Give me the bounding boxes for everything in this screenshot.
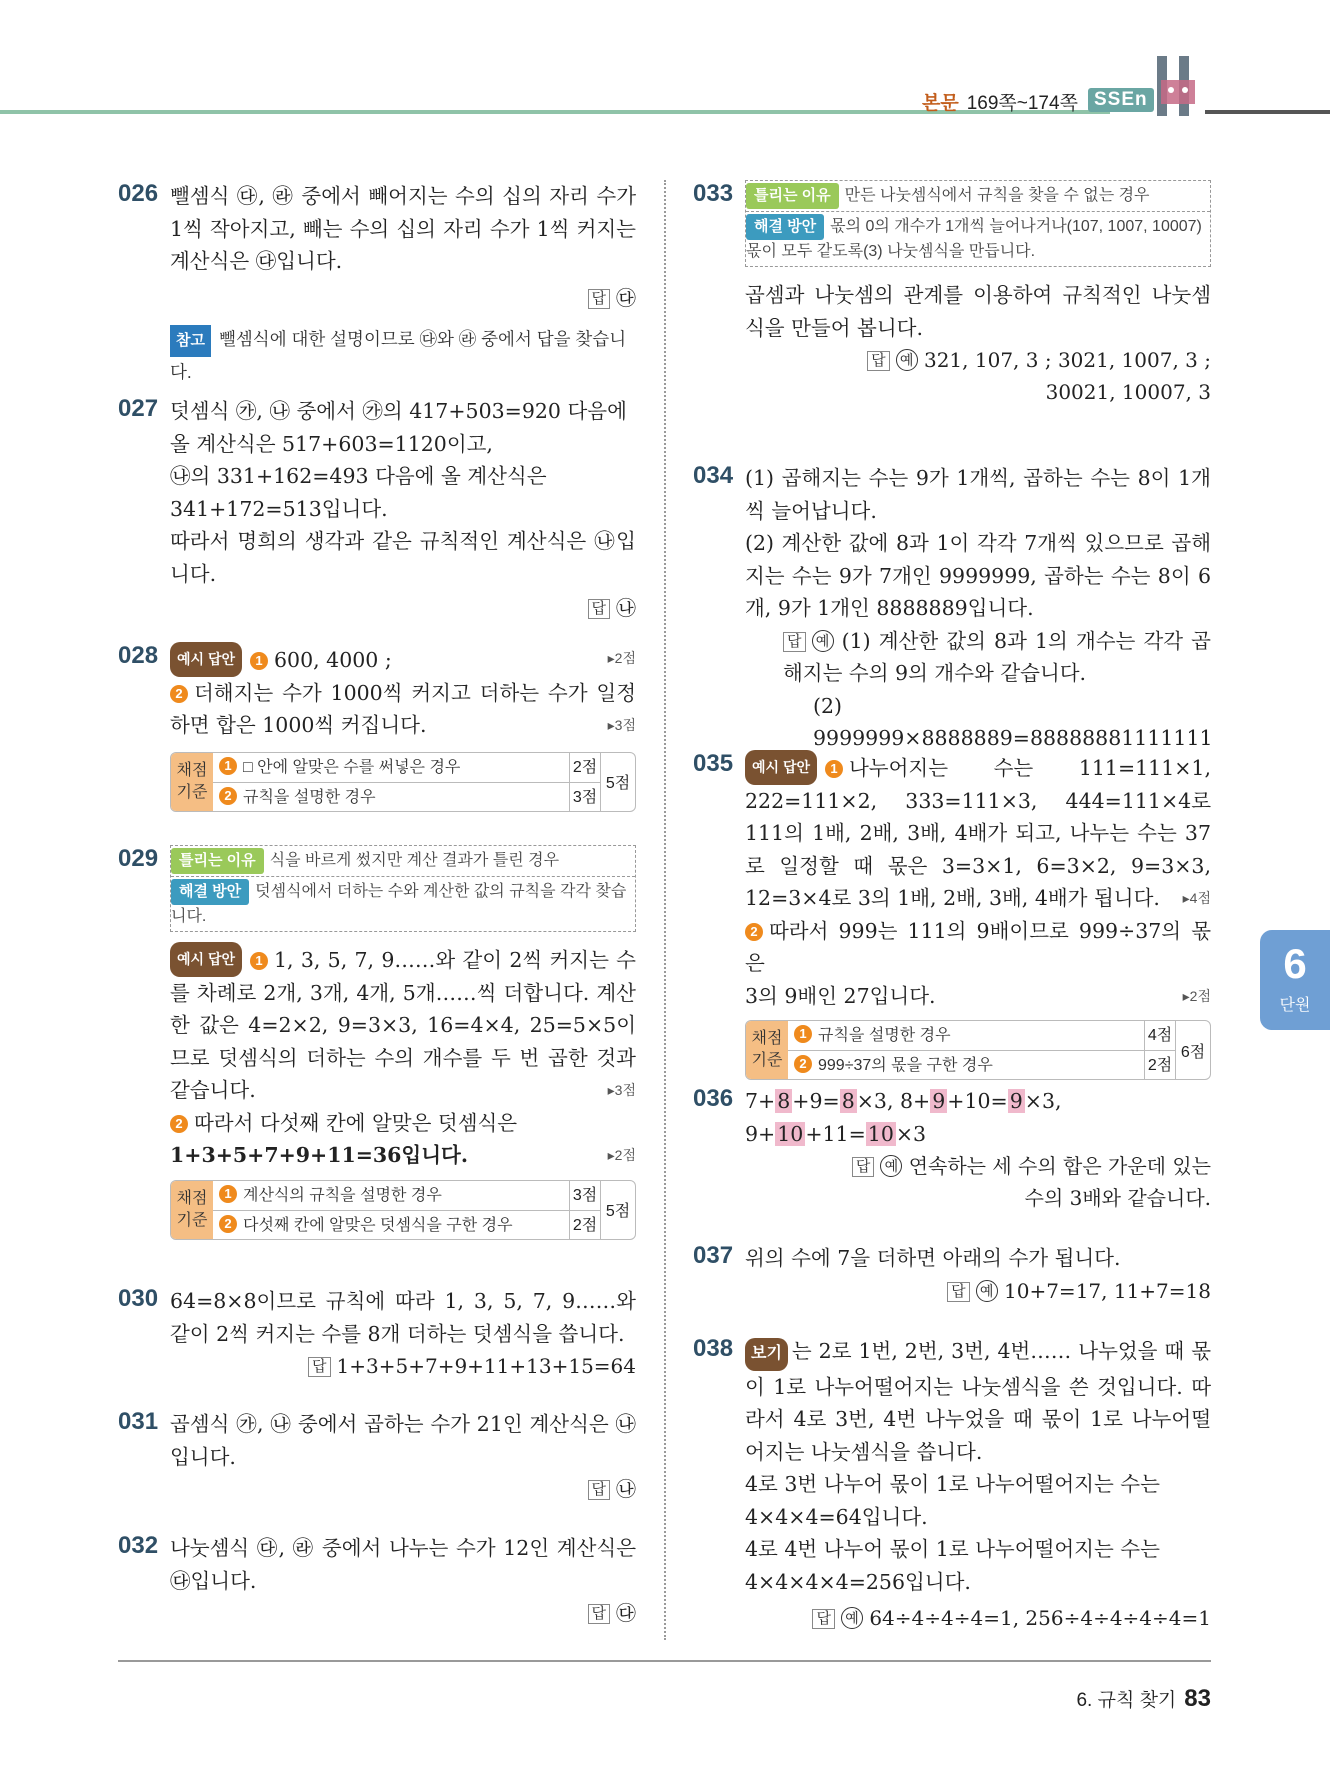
problem-text: 예시 답안 1 1, 3, 5, 7, 9……와 같이 2씩 커지는 수를 차례로 2개, 3개, 4개, 5개……씩 더합니다. 계산한 값은 4=2×2, 9=3×3, 16=4×4, 25=5×5이므로 덧셈식의 더하는 수의 개수를 두 번 곱한 것과 같습니다. ▸3점 2 따라서 다섯째 칸에 알맞은 덧셈식은 1+3+5+7+9+11=36입니다. ▸2점 xyxy=(170,942,636,1172)
answer: 답 ㉯ xyxy=(118,1473,636,1505)
problem-035 xyxy=(693,750,1211,1080)
problem-text: (1) 곱해지는 수는 9가 1개씩, 곱하는 수는 8이 1개씩 늘어납니다. (2) 계산한 값에 8과 1이 각각 7개씩 있으므로 곱해지는 수는 9가 7개인 9999999, 곱하는 수는 8이 6개, 9가 1개인 8888889입니다. xyxy=(745,466,1211,620)
problem-text: 예시 답안 1 나누어지는 수는 111=111×1, 222=111×2, 333=111×3, 444=111×4로 111의 1배, 2배, 3배, 4배가 되고, 나누는 수는 37로 일정할 때 몫은 3=3×1, 6=3×2, 9=3×3, 12=3×4로 3의 1배, 2배, 3배, 4배가 됩니다. ▸4점 2 따라서 999는 111의 9배이므로 999÷37의 몫은 3의 9배인 27입니다. ▸2점 xyxy=(745,750,1211,1012)
problem-text: 뺄셈식 ㉰, ㉱ 중에서 빼어지는 수의 십의 자리 수가 1씩 작아지고, 빼는 수의 십의 자리 수가 1씩 커지는 계산식은 ㉰입니다. xyxy=(170,184,636,273)
answer: 답 예 (1) 계산한 값의 8과 1의 개수는 각각 곱해지는 수의 9의 개수와 같습니다. xyxy=(783,628,1211,685)
answer-part-2: (2) 9999999×8888889=88888881111111 xyxy=(813,693,1213,750)
problem-text: 덧셈식 ㉮, ㉯ 중에서 ㉮의 417+503=920 다음에 올 계산식은 517+603=1120이고, ㉯의 331+162=493 다음에 올 계산식은 341+172=513입니다. 따라서 명희의 생각과 같은 규칙적인 계산식은 ㉯입니다. xyxy=(170,399,636,586)
unit-number: 6 xyxy=(1283,940,1307,987)
problem-037 xyxy=(693,1242,1211,1307)
problem-text: 예시 답안 1 600, 4000 ; ▸2점 2 더해지는 수가 1000씩 커지고 더하는 수가 일정하면 합은 1000씩 커집니다. ▸3점 xyxy=(170,642,636,742)
error-analysis-box: 틀리는 이유 식을 바르게 썼지만 계산 결과가 틀린 경우 해결 방안 덧셈식에서 더하는 수와 계산한 값의 규칙을 각각 찾습니다. xyxy=(170,845,636,932)
problem-number: 035 xyxy=(693,750,734,777)
problem-033 xyxy=(693,180,1211,408)
problem-text: 보기 는 2로 1번, 2번, 3번, 4번…… 나누었을 때 몫이 1로 나누어떨어지는 나눗셈식을 쓴 것입니다. 따라서 4로 3번, 4번 나누었을 때 몫이 1로 나누어떨어지는 나눗셈식을 씁니다. 4로 3번 나누어 몫이 1로 나누어떨어지는 수는 4×4×4=64입니다. 4로 4번 나누어 몫이 1로 나누어떨어지는 수는 4×4×4×4=256입니다. xyxy=(745,1339,1211,1594)
answer: 답 예 64÷4÷4÷4=1, 256÷4÷4÷4÷4=1 xyxy=(693,1602,1211,1634)
problem-number: 027 xyxy=(118,395,159,422)
footer-rule xyxy=(118,1660,1211,1662)
problem-number: 034 xyxy=(693,462,734,489)
problem-text: 나눗셈식 ㉰, ㉱ 중에서 나누는 수가 12인 계산식은 ㉰입니다. xyxy=(170,1536,636,1593)
unit-label: 단원 xyxy=(1279,997,1311,1014)
grading-header: 채점 기준 xyxy=(171,753,213,811)
problem-032 xyxy=(118,1532,636,1629)
grading-table: 채점 기준 1 □ 안에 알맞은 수를 써넣은 경우 2점 2 규칙을 설명한 경우 3점 5점 xyxy=(170,752,636,812)
header-page-range: 본문 169쪽~174쪽 xyxy=(922,93,1078,114)
problem-number: 038 xyxy=(693,1335,734,1362)
grading-table: 채점 기준 1 규칙을 설명한 경우 4점 2 999÷37의 몫을 구한 경우 2점 6점 xyxy=(745,1020,1211,1080)
answer: 답 1+3+5+7+9+11+13+15=64 xyxy=(118,1350,636,1382)
problem-text: 곱셈과 나눗셈의 관계를 이용하여 규칙적인 나눗셈식을 만들어 봅니다. xyxy=(745,283,1211,340)
problem-number: 028 xyxy=(118,642,159,669)
problem-030 xyxy=(118,1285,636,1382)
answer: 답 예 10+7=17, 11+7=18 xyxy=(693,1275,1211,1307)
grading-table: 채점 기준 1 계산식의 규칙을 설명한 경우 3점 2 다섯째 칸에 알맞은 덧셈식을 구한 경우 2점 5점 xyxy=(170,1180,636,1240)
example-answer-badge: 예시 답안 xyxy=(170,642,242,677)
problem-026 xyxy=(118,180,636,387)
answer: 답 예 321, 107, 3 ; 3021, 1007, 3 ; 30021, 10007, 3 xyxy=(693,344,1211,408)
problem-text: 64=8×8이므로 규칙에 따라 1, 3, 5, 7, 9……와 같이 2씩 커지는 수를 8개 더하는 덧셈식을 씁니다. xyxy=(170,1289,636,1346)
page-number: 83 xyxy=(1184,1685,1211,1712)
problem-029 xyxy=(118,845,636,1240)
chapter-title: 6. 규칙 찾기 xyxy=(1076,1690,1177,1711)
problem-number: 033 xyxy=(693,180,734,207)
page-footer xyxy=(1076,1685,1211,1713)
problem-number: 036 xyxy=(693,1085,734,1112)
problem-number: 037 xyxy=(693,1242,734,1269)
error-analysis-box: 틀리는 이유 만든 나눗셈식에서 규칙을 찾을 수 없는 경우 해결 방안 몫의 0의 개수가 1개씩 늘어나거나(107, 1007, 10007) 몫이 모두 같도록(3) 나눗셈식을 만듭니다. xyxy=(745,180,1211,267)
problem-028 xyxy=(118,642,636,812)
problem-text: 위의 수에 7을 더하면 아래의 수가 됩니다. xyxy=(745,1246,1121,1270)
problem-number: 029 xyxy=(118,845,159,872)
reference-note: 참고 뺄셈식에 대한 설명이므로 ㉰와 ㉱ 중에서 답을 찾습니다. xyxy=(170,324,636,387)
answer: 답 예 연속하는 세 수의 합은 가운데 있는 수의 3배와 같습니다. xyxy=(693,1150,1211,1214)
problem-number: 026 xyxy=(118,180,159,207)
problem-text: 7+8+9=8×3, 8+9+10=9×3, 9+10+11=10×3 xyxy=(745,1089,1062,1146)
mascot-icon xyxy=(1153,50,1205,122)
answer: 답 ㉯ xyxy=(118,592,636,624)
bogi-badge: 보기 xyxy=(745,1338,788,1371)
problem-027 xyxy=(118,395,636,624)
problem-038 xyxy=(693,1335,1211,1634)
answer: 답 ㉰ xyxy=(118,1597,636,1629)
problem-034 xyxy=(693,462,1211,755)
problem-036 xyxy=(693,1085,1211,1214)
unit-tab[interactable] xyxy=(1260,930,1330,1030)
note-label: 참고 xyxy=(170,325,211,357)
problem-text: 곱셈식 ㉮, ㉯ 중에서 곱하는 수가 21인 계산식은 ㉯입니다. xyxy=(170,1412,636,1469)
header-rule-right xyxy=(1205,110,1330,114)
problem-number: 032 xyxy=(118,1532,159,1559)
problem-031 xyxy=(118,1408,636,1505)
brand-logo: SSEn xyxy=(1088,88,1154,112)
problem-number: 030 xyxy=(118,1285,159,1312)
answer: 답 ㉰ xyxy=(118,282,636,314)
problem-number: 031 xyxy=(118,1408,159,1435)
column-divider xyxy=(664,180,666,1640)
